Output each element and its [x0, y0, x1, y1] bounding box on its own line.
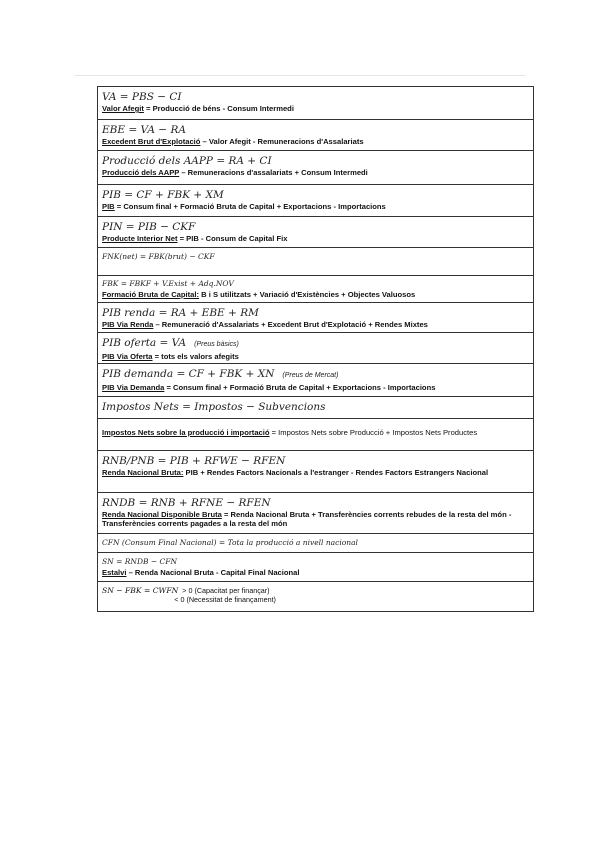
formula-row-impostos-desc	[98, 419, 533, 451]
formula: PIB = CF + FBK + XM	[102, 189, 224, 201]
page-top-rule	[74, 75, 526, 76]
formula-row-ebe	[98, 120, 533, 151]
description: Excedent Brut d'Explotació – Valor Afegit - Remuneracions d'Assalariats	[102, 137, 364, 146]
term: Formació Bruta de Capital:	[102, 290, 200, 299]
formula: PIB demanda = CF + FBK + XN (Preus de Mercat)	[102, 368, 339, 380]
formula: PIN = PIB − CKF	[102, 221, 196, 233]
description: PIB = Consum final + Formació Bruta de Capital + Exportacions - Importacions	[102, 202, 386, 211]
formula: CFN (Consum Final Nacional) = Tota la producció a nivell nacional	[102, 538, 358, 547]
formula-row-rnb	[98, 451, 533, 493]
formula-row-pib-renda	[98, 303, 533, 333]
formula: EBE = VA − RA	[102, 124, 186, 136]
formula: SN − FBK = CWFN > 0 (Capacitat per finançar) < 0 (Necessitat de finançament)	[102, 586, 276, 604]
formula-row-pib	[98, 185, 533, 217]
term: PIB Via Demanda	[102, 383, 165, 392]
formula-row-pib-oferta	[98, 333, 533, 364]
formula-row-fbk	[98, 276, 533, 303]
formula: VA = PBS − CI	[102, 91, 182, 103]
formula-row-produccio-aapp	[98, 151, 533, 185]
description: Formació Bruta de Capital: B i S utilitzats + Variació d'Existències + Objectes Valuosos	[102, 290, 416, 299]
description: PIB Via Renda – Remuneració d'Assalariats + Excedent Brut d'Explotació + Rendes Mixtes	[102, 320, 428, 329]
term: PIB Via Renda	[102, 320, 154, 329]
formula: Impostos Nets = Impostos − Subvencions	[102, 401, 326, 413]
description: Estalvi – Renda Nacional Bruta - Capital Final Nacional	[102, 568, 300, 577]
term: Impostos Nets sobre la producció i importació	[102, 428, 270, 437]
formula: FNK(net) = FBK(brut) − CKF	[102, 252, 215, 261]
term: Producte Interior Net	[102, 234, 178, 243]
term: Renda Nacional Disponible Bruta	[102, 510, 222, 519]
formula-row-cfn	[98, 534, 533, 553]
formula-row-capacitat-financament	[98, 582, 533, 612]
term: Renda Nacional Bruta:	[102, 468, 184, 477]
formula: SN = RNDB − CFN	[102, 557, 178, 566]
price-note: (Preus bàsics)	[194, 341, 239, 348]
formula-row-rndb	[98, 493, 533, 534]
description: Producte Interior Net = PIB - Consum de Capital Fix	[102, 234, 288, 243]
description: Valor Afegit = Producció de béns - Consum Intermedi	[102, 104, 294, 113]
formula-sheet	[97, 86, 534, 612]
term: PIB Via Oferta	[102, 352, 153, 361]
formula-row-impostos-nets	[98, 397, 533, 419]
description: Renda Nacional Disponible Bruta = Renda Nacional Bruta + Transferències corrents rebudes de la resta del món - Transferències corrents pagades a la resta del món	[102, 510, 512, 528]
formula-row-valor-afegit	[98, 87, 533, 120]
term: Excedent Brut d'Explotació	[102, 137, 201, 146]
formula: RNB/PNB = PIB + RFWE − RFEN	[102, 455, 286, 467]
formula: Producció dels AAPP = RA + CI	[102, 155, 272, 167]
term: PIB	[102, 202, 115, 211]
description: Producció dels AAPP – Remuneracions d'assalariats + Consum Intermedi	[102, 168, 368, 177]
formula-row-pib-demanda	[98, 364, 533, 397]
description: PIB Via Demanda = Consum final + Formació Bruta de Capital + Exportacions - Importacions	[102, 383, 436, 392]
description: Impostos Nets sobre la producció i importació = Impostos Nets sobre Producció + Impostos Nets Productes	[102, 428, 478, 437]
formula: RNDB = RNB + RFNE − RFEN	[102, 497, 271, 509]
term: Valor Afegit	[102, 104, 144, 113]
formula-row-fnk	[98, 248, 533, 276]
formula-row-estalvi	[98, 553, 533, 582]
term: Producció dels AAPP	[102, 168, 180, 177]
formula-row-pin	[98, 217, 533, 248]
formula: PIB renda = RA + EBE + RM	[102, 307, 259, 319]
description: PIB Via Oferta = tots els valors afegits	[102, 352, 239, 361]
price-note: (Preus de Mercat)	[282, 372, 339, 379]
formula: PIB oferta = VA (Preus bàsics)	[102, 337, 239, 349]
term: Estalvi	[102, 568, 127, 577]
financing-conditions: > 0 (Capacitat per finançar) < 0 (Necessitat de finançament)	[174, 586, 276, 604]
formula: FBK = FBKF + V.Exist + Adq.NOV	[102, 279, 234, 288]
description: Renda Nacional Bruta: PIB + Rendes Factors Nacionals a l'estranger - Rendes Factors Estrangers Nacional	[102, 468, 489, 477]
